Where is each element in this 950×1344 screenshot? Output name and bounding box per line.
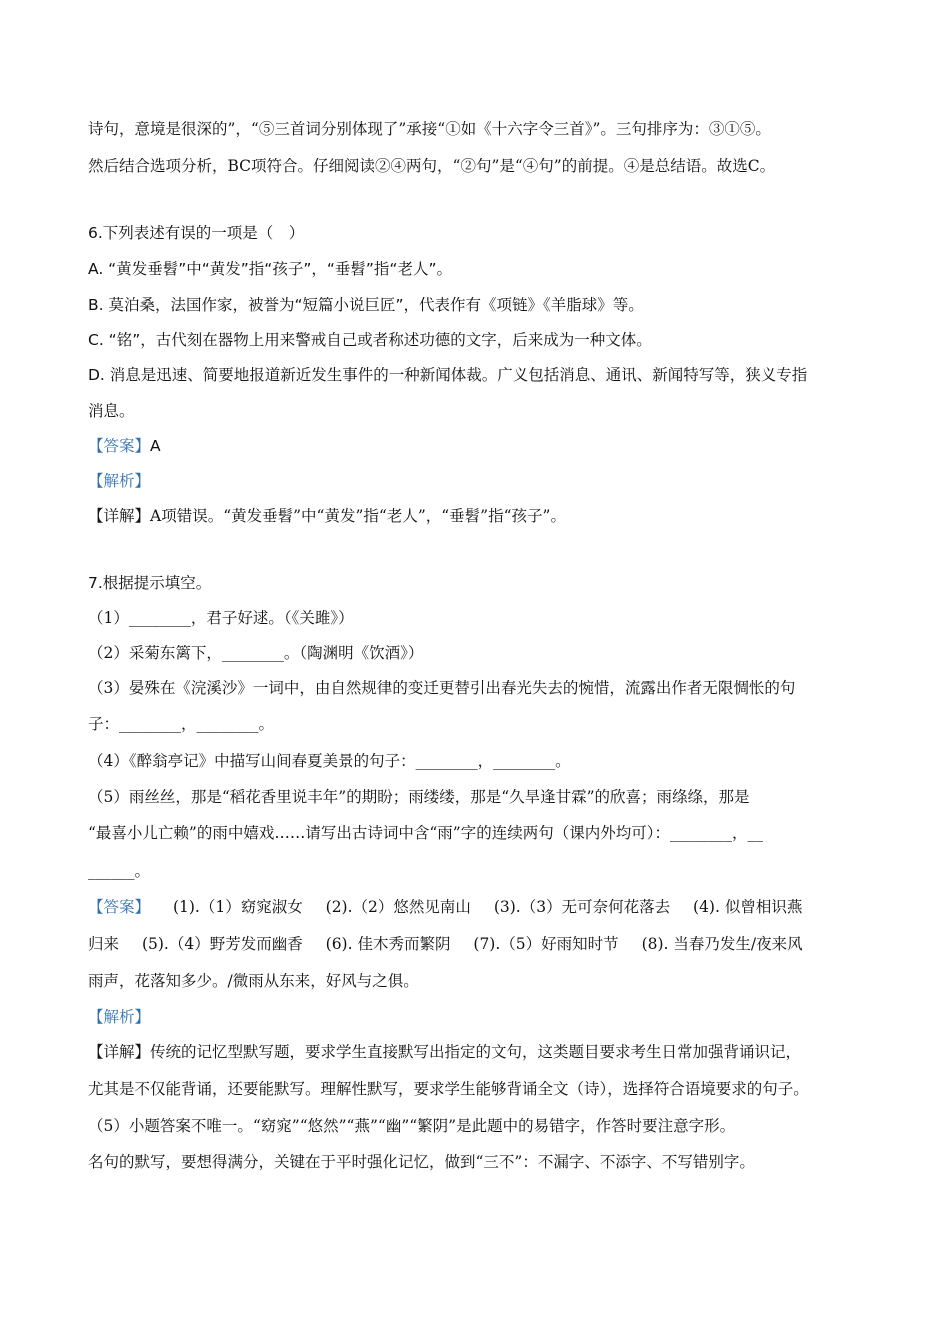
analysis-tag: 【解析】 — [88, 1008, 151, 1026]
answer-item: 归来 — [88, 935, 120, 953]
q7-item-1: （1）________，君子好逑。（《关雎》） — [88, 609, 354, 627]
option-b: B. 莫泊桑，法国作家，被誉为“短篇小说巨匠”，代表作有《项链》《羊脂球》等。 — [88, 296, 644, 314]
question-7-title: 7.根据提示填空。 — [88, 574, 212, 592]
question-6-title: 6.下列表述有误的一项是（ ） — [88, 224, 305, 242]
detail-text: A项错误。“黄发垂髫”中“黄发”指“老人”，“垂髫”指“孩子”。 — [150, 507, 566, 525]
detail-7-line-4: 名句的默写，要想得满分，关键在于平时强化记忆，做到“三不”：不漏字、不添字、不写错别字。 — [88, 1153, 755, 1171]
answer-item: (8). 当春乃发生/夜来风 — [641, 935, 803, 953]
answer-item: (6). 佳木秀而繁阴 — [325, 935, 451, 953]
option-a: A. “黄发垂髫”中“黄发”指“孩子”，“垂髫”指“老人”。 — [88, 260, 452, 278]
answer-item: (1).（1）窈窕淑女 — [172, 898, 303, 916]
answer-item: (5).（4）野芳发而幽香 — [141, 935, 303, 953]
answer-item: (7).（5）好雨知时节 — [473, 935, 619, 953]
option-c: C. “铭”，古代刻在器物上用来警戒自己或者称述功德的文字，后来成为一种文体。 — [88, 331, 652, 349]
answer-7-line-1 — [88, 896, 802, 918]
option-d: D. 消息是迅速、简要地报道新近发生事件的一种新闻体裁。广义包括消息、通讯、新闻特写等，狭义专指 — [88, 366, 808, 384]
q7-item-2: （2）采菊东篱下，________。（陶渊明《饮酒》） — [88, 644, 424, 662]
answer-6 — [88, 435, 161, 457]
q7-item-4: （4）《醉翁亭记》中描写山间春夏美景的句子：________，________。 — [88, 752, 571, 770]
answer-tag: 【答案】 — [88, 437, 151, 455]
answer-7-line-3: 雨声，花落知多少。/微雨从东来，好风与之俱。 — [88, 972, 419, 990]
q7-item-5-cont: “最喜小儿亡赖”的雨中嬉戏……请写出古诗词中含“雨”字的连续两句（课内外均可）：________，__ — [88, 824, 763, 842]
detail-tag: 【详解】 — [88, 1043, 151, 1061]
answer-item: (4). 似曾相识燕 — [693, 898, 803, 916]
answer-value: A — [150, 437, 161, 455]
answer-item: (3).（3）无可奈何花落去 — [493, 898, 671, 916]
detail-6 — [88, 505, 566, 527]
detail-7-line-1 — [88, 1041, 801, 1063]
answer-tag: 【答案】 — [88, 898, 151, 916]
q7-item-5-cont2: ______。 — [88, 862, 151, 880]
detail-tag: 【详解】 — [88, 507, 151, 525]
text-line: 诗句，意境是很深的”，“⑤三首词分别体现了”承接“①如《十六字令三首》”。三句排序为：③①⑤。 — [88, 120, 771, 138]
q7-item-5: （5）雨丝丝，那是“稻花香里说丰年”的期盼；雨缕缕，那是“久旱逢甘霖”的欣喜；雨绦绦，那是 — [88, 788, 750, 806]
detail-text: 传统的记忆型默写题，要求学生直接默写出指定的文句，这类题目要求考生日常加强背诵识记， — [150, 1043, 802, 1061]
option-d-cont: 消息。 — [88, 402, 135, 420]
text-line: 然后结合选项分析，BC项符合。仔细阅读②④两句，“②句”是“④句”的前提。④是总结语。故选C。 — [88, 157, 776, 175]
analysis-tag: 【解析】 — [88, 472, 151, 490]
answer-7-line-2 — [88, 933, 803, 955]
detail-7-line-2: 尤其是不仅能背诵，还要能默写。理解性默写，要求学生能够背诵全文（诗），选择符合语境要求的句子。 — [88, 1080, 809, 1098]
q7-item-3: （3）晏殊在《浣溪沙》一词中，由自然规律的变迁更替引出春光失去的惋惜，流露出作者无限惆怅的句 — [88, 679, 796, 697]
q7-item-3-cont: 子：________，________。 — [88, 715, 275, 733]
detail-7-line-3: （5）小题答案不唯一。“窈窕”“悠然”“燕”“幽”“繁阴”是此题中的易错字，作答时要注意字形。 — [88, 1117, 736, 1135]
answer-item: (2).（2）悠然见南山 — [325, 898, 471, 916]
